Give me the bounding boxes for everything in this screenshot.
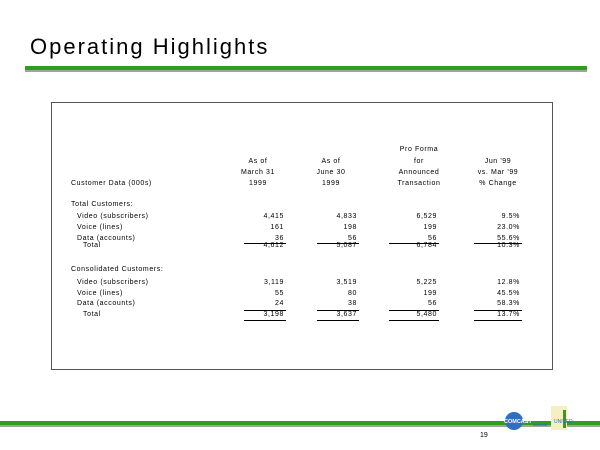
col2-header-line2: June 30 — [316, 169, 346, 176]
cell-value: 161 — [270, 224, 284, 231]
cell-value: 38 — [348, 300, 357, 307]
col3-header-line1: Pro Forma — [399, 146, 439, 153]
col3-header-line2: for — [414, 158, 424, 165]
cell-value: 56 — [428, 235, 437, 242]
logo-text-right: UNITED — [554, 419, 573, 425]
row-label-header: Customer Data (000s) — [71, 180, 152, 187]
row-label: Data (accounts) — [77, 235, 136, 242]
logo-text-left: COMCAST — [504, 419, 532, 425]
cell-value: 36 — [275, 235, 284, 242]
col3-header-line4: Transaction — [397, 180, 441, 187]
total-bottom-line — [244, 320, 286, 321]
cell-value: 199 — [423, 290, 437, 297]
cell-value: 6,529 — [416, 213, 437, 220]
total-value: 6,784 — [416, 242, 437, 249]
total-bottom-line — [389, 320, 439, 321]
row-label: Data (accounts) — [77, 300, 136, 307]
cell-value: 55.6% — [497, 235, 520, 242]
row-label: Voice (lines) — [77, 224, 123, 231]
cell-value: 198 — [343, 224, 357, 231]
total-value: 5,087 — [336, 242, 357, 249]
section-heading: Consolidated Customers: — [71, 266, 164, 273]
section-heading: Total Customers: — [71, 201, 134, 208]
logo-icon — [503, 404, 581, 434]
cell-value: 9.5% — [501, 213, 520, 220]
col4-header-line1: Jun '99 — [484, 158, 512, 165]
row-label: Voice (lines) — [77, 290, 123, 297]
row-label: Video (subscribers) — [77, 279, 149, 286]
cell-value: 80 — [348, 290, 357, 297]
col1-header-line1: As of — [248, 158, 268, 165]
cell-value: 5,225 — [416, 279, 437, 286]
col3-header-line3: Announced — [398, 169, 440, 176]
cell-value: 3,119 — [264, 279, 284, 286]
cell-value: 56 — [348, 235, 357, 242]
cell-value: 23.0% — [497, 224, 520, 231]
total-value: 3,637 — [336, 311, 357, 318]
total-value: 13.7% — [497, 311, 520, 318]
total-bottom-line — [317, 320, 359, 321]
page-title: Operating Highlights — [30, 34, 270, 59]
row-label: Video (subscribers) — [77, 213, 149, 220]
col1-header-line2: March 31 — [241, 169, 275, 176]
customer-data-table — [51, 102, 553, 370]
total-value: 5,480 — [416, 311, 437, 318]
total-value: 4,612 — [263, 242, 284, 249]
col2-header-line1: As of — [321, 158, 341, 165]
cell-value: 58.3% — [497, 300, 520, 307]
total-value: 3,198 — [263, 311, 284, 318]
title-rule-grey — [25, 70, 587, 72]
cell-value: 4,415 — [263, 213, 284, 220]
cell-value: 55 — [275, 290, 284, 297]
total-label: Total — [83, 242, 101, 249]
col1-header-line3: 1999 — [249, 180, 267, 187]
cell-value: 3,519 — [336, 279, 357, 286]
total-value: 10.3% — [497, 242, 520, 249]
cell-value: 45.5% — [497, 290, 520, 297]
page-number: 19 — [480, 432, 488, 439]
total-bottom-line — [474, 320, 522, 321]
cell-value: 12.8% — [497, 279, 520, 286]
cell-value: 4,833 — [336, 213, 357, 220]
total-label: Total — [83, 311, 101, 318]
col2-header-line3: 1999 — [322, 180, 340, 187]
col4-header-line2: vs. Mar '99 — [477, 169, 519, 176]
cell-value: 199 — [423, 224, 437, 231]
col4-header-line3: % Change — [479, 180, 517, 187]
cell-value: 56 — [428, 300, 437, 307]
cell-value: 24 — [275, 300, 284, 307]
